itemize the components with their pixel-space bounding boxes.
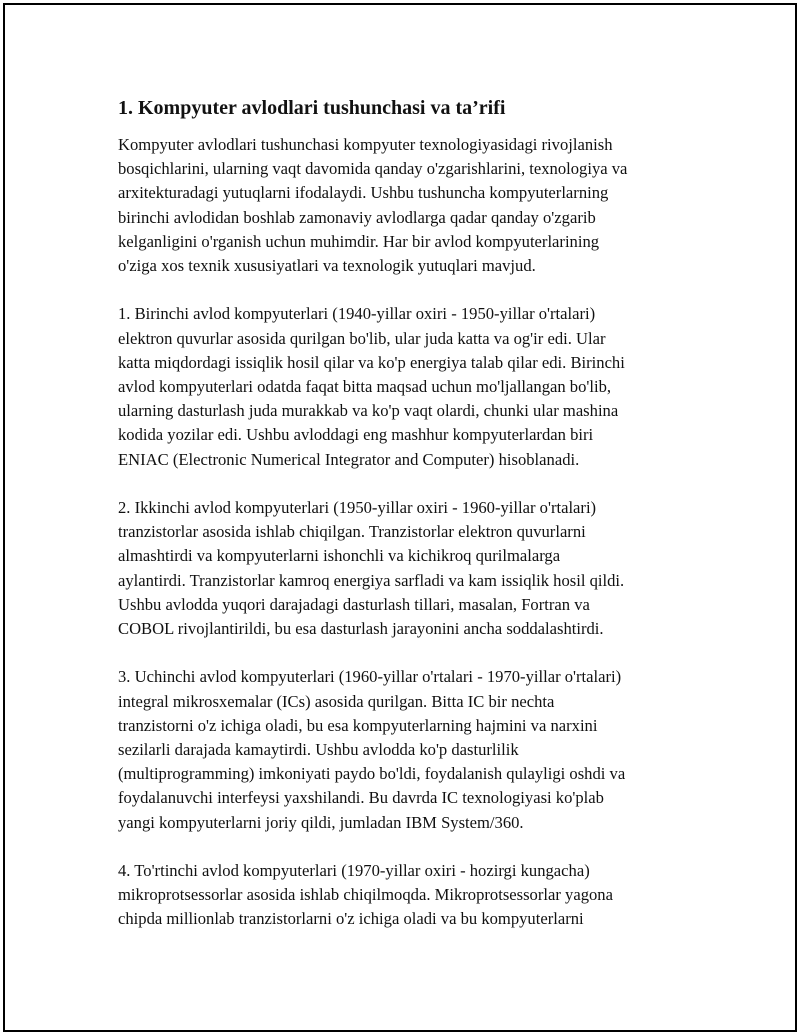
paragraph-third-generation: 3. Uchinchi avlod kompyuterlari (1960-yillar o'rtalari - 1970-yillar o'rtalari) integral mikrosxemalar (ICs) asosida qurilgan. Bitta IC bir nechta tranzistorni o'z ichiga oladi, bu esa kompyuterlarning hajmini va narxini sezilarli darajada kamaytirdi. Ushbu avlodda ko'p dasturlilik (multiprogramming) imkoniyati paydo bo'ldi, foydalanish qulayligi oshdi va foydalanuvchi interfeysi yaxshilandi. Bu davrda IC texnologiyasi ko'plab yangi kompyuterlarni joriy qildi, jumladan IBM System/360. [118, 667, 626, 832]
paragraph-intro: Kompyuter avlodlari tushunchasi kompyuter texnologiyasidagi rivojlanish bosqichlarini, ularning vaqt davomida qanday o'zgarishlarini, texnologiya va arxitekturadagi yutuqlarni ifodalaydi. Ushbu tushuncha kompyuterlarning birinchi avlodidan boshlab zamonaviy avlodlarga qadar qanday o'zgarib kelganligini o'rganish uchun muhimdir. Har bir avlod kompyuterlarining o'ziga xos texnik xususiyatlari va texnologik yutuqlari mavjud. [118, 135, 628, 276]
paragraph-second-generation: 2. Ikkinchi avlod kompyuterlari (1950-yillar oxiri - 1960-yillar o'rtalari) tranzistorlar asosida ishlab chiqilgan. Tranzistorlar elektron quvurlarni almashtirdi va kompyuterlarni ishonchli va kichikroq qurilmalarga aylantirdi. Tranzistorlar kamroq energiya sarfladi va kam issiqlik hosil qildi. Ushbu avlodda yuqori darajadagi dasturlash tillari, masalan, Fortran va COBOL rivojlantirildi, bu esa dasturlash jarayonini ancha soddalashtirdi. [118, 498, 625, 639]
section-heading: 1. Kompyuter avlodlari tushunchasi va ta’rifi [118, 97, 506, 119]
document-body [118, 95, 688, 956]
paragraph-first-generation: 1. Birinchi avlod kompyuterlari (1940-yillar oxiri - 1950-yillar o'rtalari) elektron quvurlar asosida qurilgan bo'lib, ular juda katta va og'ir edi. Ular katta miqdordagi issiqlik hosil qilar va ko'p energiya talab qilar edi. Birinchi avlod kompyuterlari odatda faqat bitta maqsad uchun mo'ljallangan bo'lib, ularning dasturlash juda murakkab va ko'p vaqt olardi, chunki ular mashina kodida yozilar edi. Ushbu avloddagi eng mashhur kompyuterlardan biri ENIAC (Electronic Numerical Integrator and Computer) hisoblanadi. [118, 304, 625, 469]
paragraph-fourth-generation: 4. To'rtinchi avlod kompyuterlari (1970-yillar oxiri - hozirgi kungacha) mikroprotsessorlar asosida ishlab chiqilmoqda. Mikroprotsessorlar yagona chipda millionlab tranzistorlarni o'z ichiga oladi va bu kompyuterlarni [118, 861, 613, 929]
